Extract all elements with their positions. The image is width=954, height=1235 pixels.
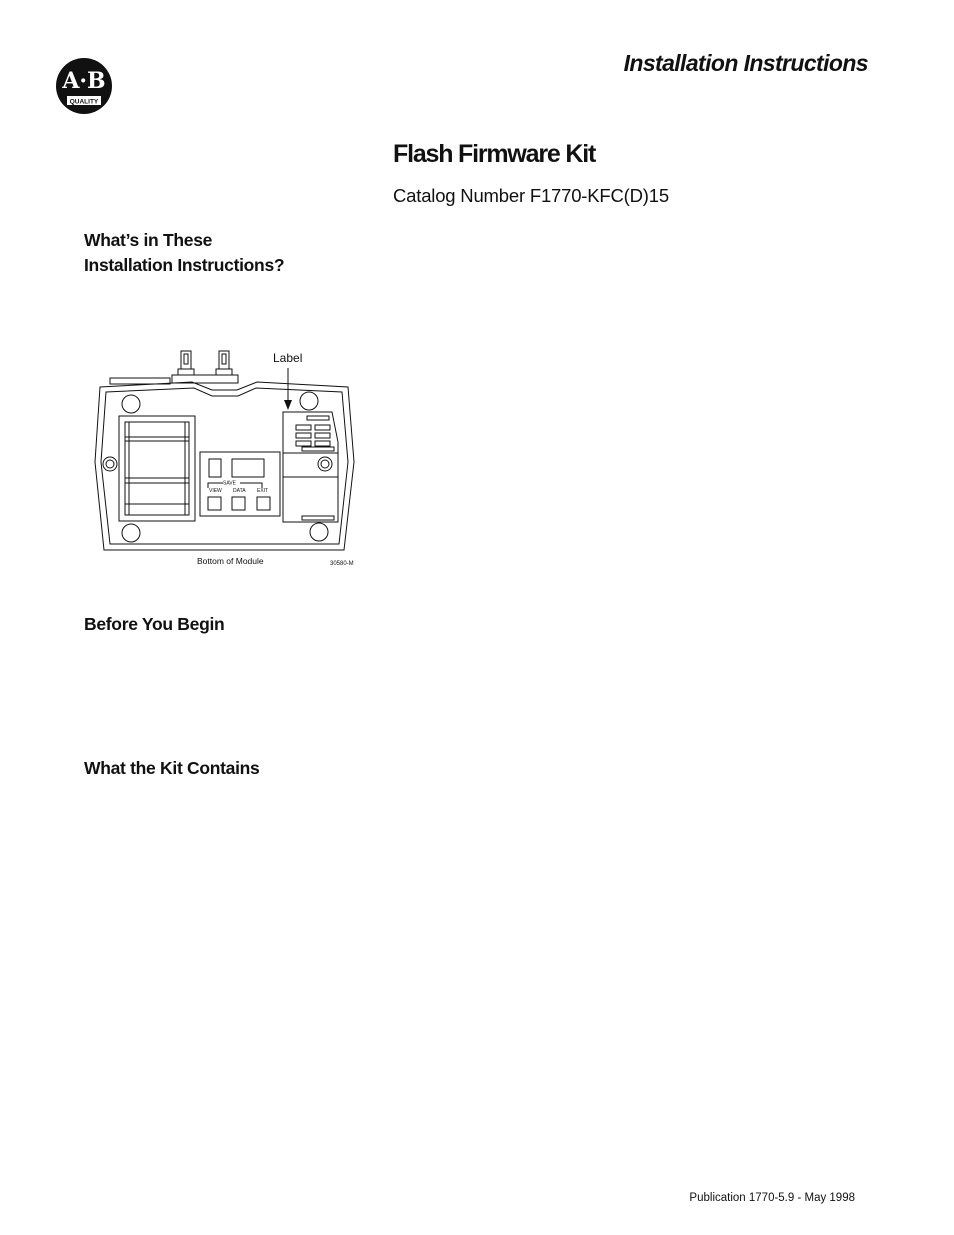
- allen-bradley-logo: [55, 57, 113, 115]
- section-heading-line: What’s in These: [84, 230, 213, 250]
- figure-caption: Bottom of Module: [197, 556, 264, 566]
- figure-id: 30580-M: [330, 561, 354, 567]
- callout-label: Label: [273, 351, 303, 365]
- svg-text:QUALITY: QUALITY: [69, 98, 99, 106]
- document-title: Flash Firmware Kit: [393, 140, 596, 168]
- section-heading-before: Before You Begin: [84, 614, 225, 634]
- keypad-exit-label: EXIT: [257, 488, 269, 494]
- keypad-view-label: VIEW: [209, 488, 222, 494]
- svg-text:A·B: A·B: [62, 68, 106, 94]
- publication-footer: Publication 1770-5.9 - May 1998: [689, 1192, 855, 1204]
- keypad-data-label: DATA: [233, 488, 246, 494]
- header-title: Installation Instructions: [623, 50, 868, 76]
- section-heading-whats-in: [84, 228, 284, 278]
- section-heading-line: Installation Instructions?: [84, 255, 285, 275]
- catalog-number: Catalog Number F1770-KFC(D)15: [393, 185, 669, 206]
- module-bottom-figure: [92, 342, 360, 572]
- keypad-save-label: SAVE: [223, 480, 236, 487]
- section-heading-kit: What the Kit Contains: [84, 758, 260, 778]
